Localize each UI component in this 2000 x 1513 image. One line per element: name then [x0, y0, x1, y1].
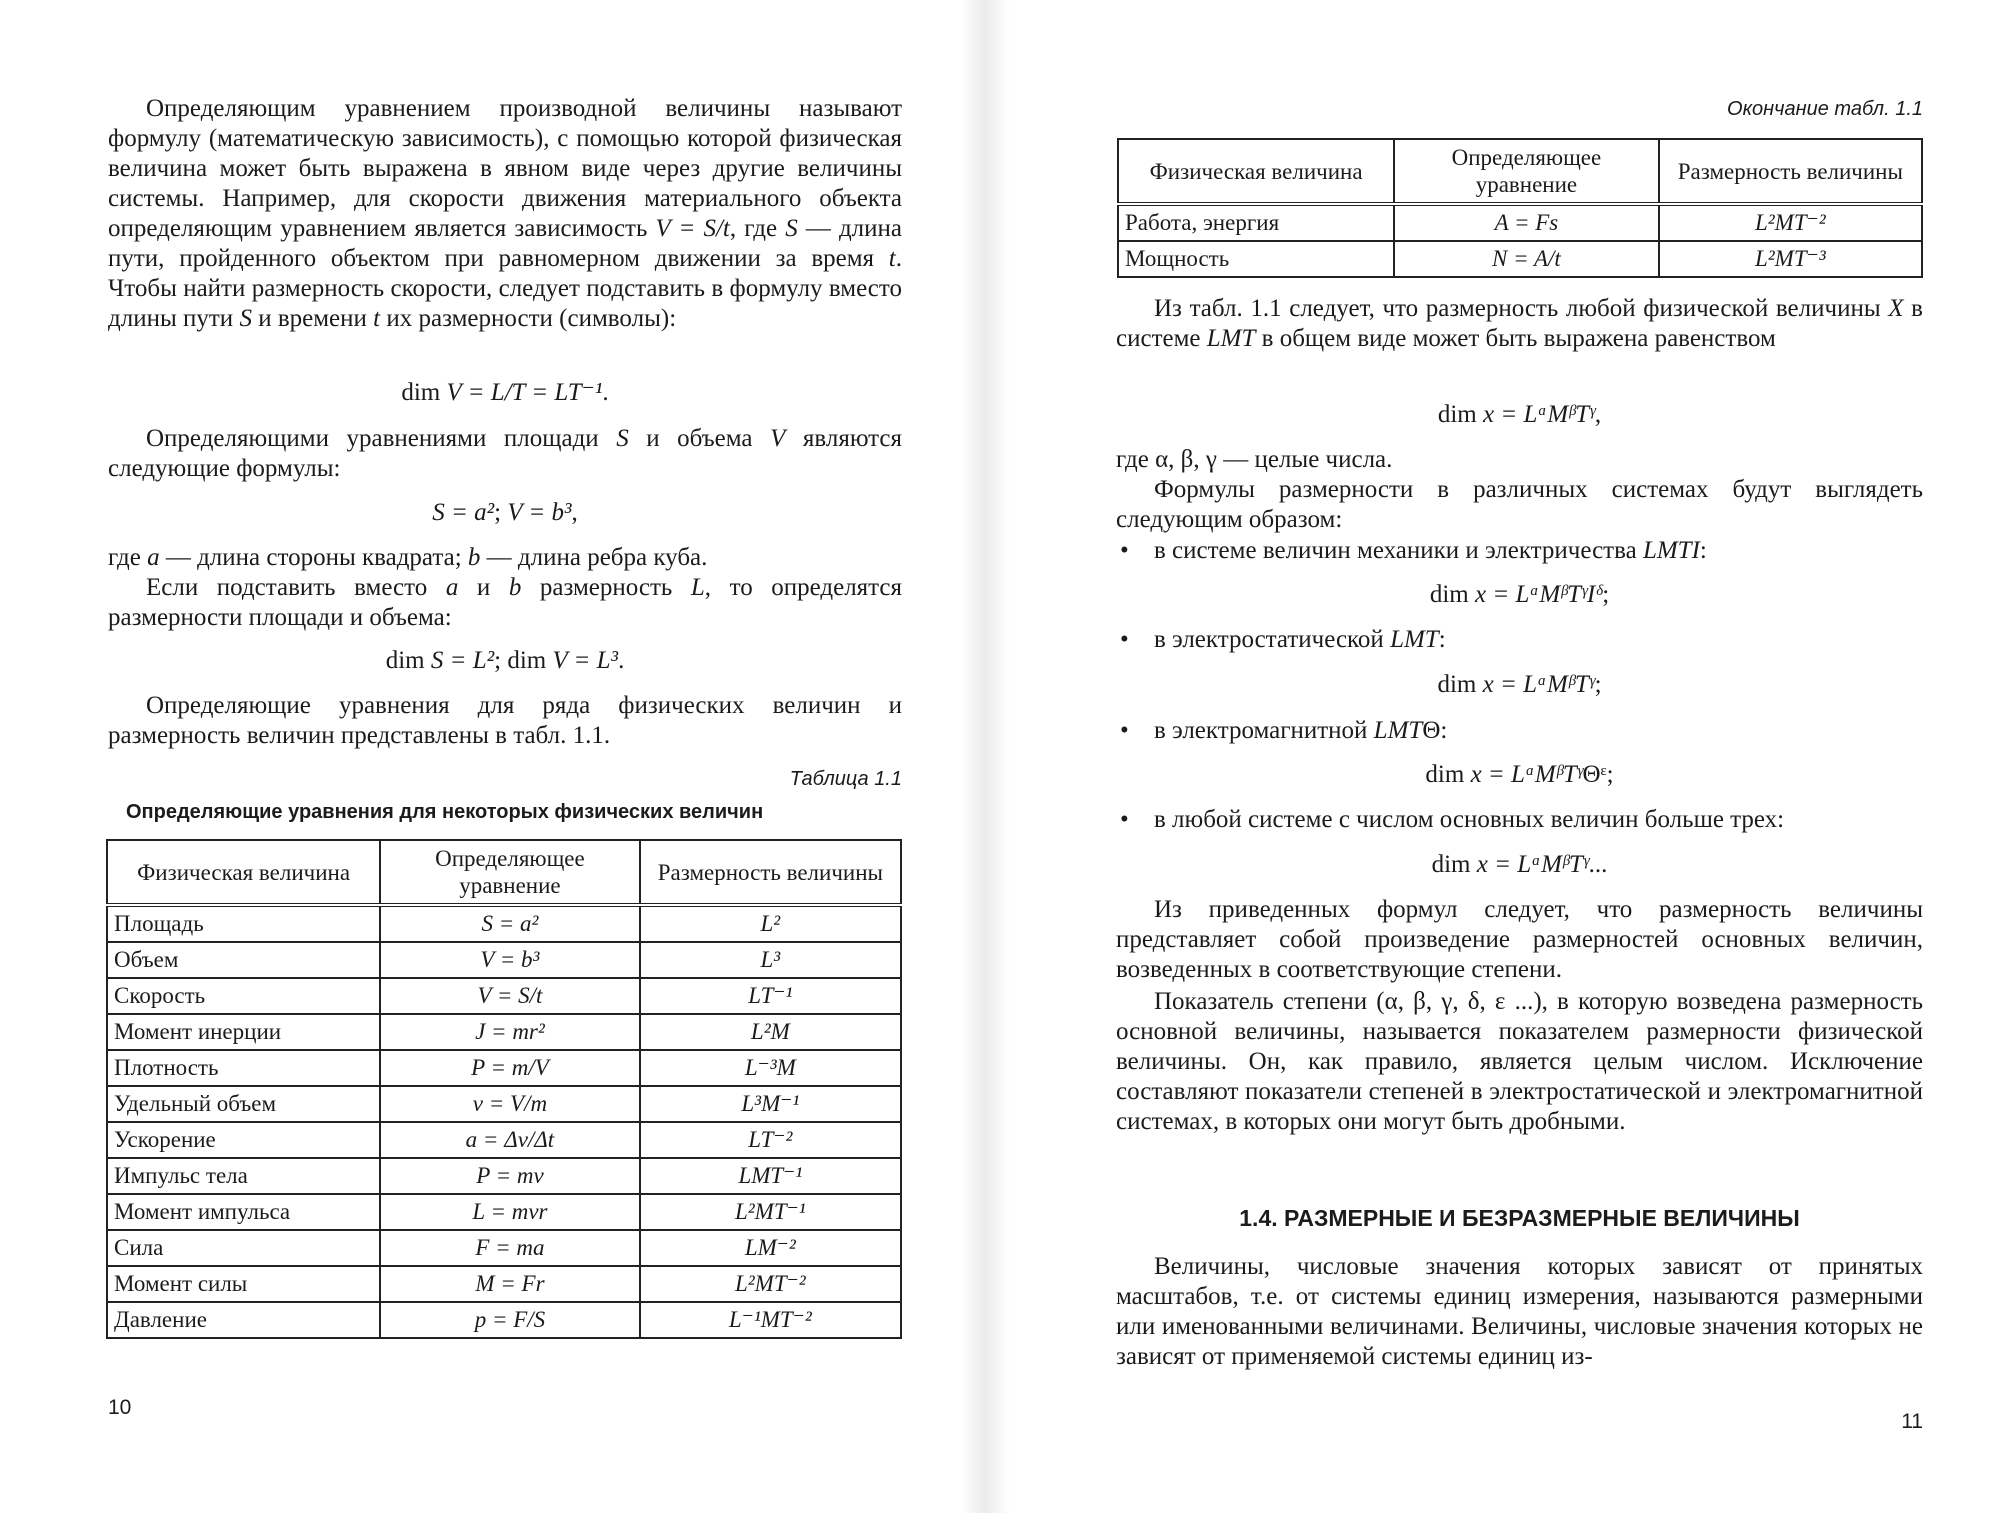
equation-cell: L = mvr — [380, 1194, 639, 1230]
quantity-cell: Мощность — [1118, 241, 1394, 277]
math-variable: b — [508, 574, 522, 601]
math-variable: L — [690, 574, 705, 601]
bullet-item: • в любой системе с числом основных величин больше трех: — [1116, 805, 1923, 835]
math-variable: V = L/T = LT⁻¹ — [446, 379, 603, 406]
equation-cell: F = ma — [380, 1230, 639, 1266]
dimension-cell: L⁻¹MT⁻² — [640, 1302, 901, 1338]
page-number: 10 — [108, 1396, 132, 1419]
math-variable: LMT — [1390, 626, 1439, 653]
math-variable: S — [785, 215, 798, 242]
quantity-cell: Плотность — [107, 1050, 380, 1086]
equation-cell: p = F/S — [380, 1302, 639, 1338]
paragraph: Определяющим уравнением производной величины называют формулу (математическую зависимость), с помощью которой физическая величина может быть выражена в явном виде через другие величины системы. Например, для скорости движения материального объекта определяющим уравнением является зависимость V = S/t, где S — длина пути, пройденного объектом при равномерном движении за время t. Чтобы найти размерность скорости, следует подставить в формулу вместо длины пути S и времени t их размерности (символы): — [108, 95, 902, 332]
math-variable: S = a² — [432, 499, 495, 526]
math-variable: LMT — [1206, 325, 1256, 352]
quantity-cell: Объем — [107, 942, 380, 978]
column-header: Физическая величина — [107, 840, 380, 905]
math-variable: b — [467, 544, 481, 571]
paragraph: Формулы размерности в различных системах будут выглядеть следующим образом: — [1116, 476, 1923, 533]
quantity-cell: Удельный объем — [107, 1086, 380, 1122]
formula: S = a²; V = b³, — [432, 499, 578, 526]
math-variable: x = LᵅMᵝTᵞ — [1482, 671, 1595, 698]
quantity-cell: Момент инерции — [107, 1014, 380, 1050]
right-page — [1116, 0, 1923, 1513]
dimension-cell: L²MT⁻¹ — [640, 1194, 901, 1230]
equation-cell: P = mv — [380, 1158, 639, 1194]
column-header: Размерность величины — [1659, 139, 1922, 204]
table-row — [107, 1266, 901, 1302]
math-variable: x = LᵅMᵝTᵞIᵟ — [1474, 581, 1603, 608]
math-variable: LMT — [1373, 717, 1423, 744]
quantity-cell: Площадь — [107, 905, 380, 942]
formula: dim x = LᵅMᵝTᵞΘᵋ; — [1425, 761, 1614, 788]
table-row — [107, 1194, 901, 1230]
math-variable: x = LᵅMᵝTᵞ — [1476, 851, 1589, 878]
quantity-cell: Давление — [107, 1302, 380, 1338]
table-row — [107, 1158, 901, 1194]
formula: dim x = LᵅMᵝTᵞ... — [1431, 851, 1608, 878]
dimension-cell: LM⁻² — [640, 1230, 901, 1266]
dimension-cell: L²MT⁻² — [640, 1266, 901, 1302]
definitions-table-continued — [1117, 138, 1923, 278]
math-variable: LMTI — [1642, 537, 1700, 564]
table-row — [107, 978, 901, 1014]
equation-cell: N = A/t — [1394, 241, 1658, 277]
math-variable: S — [616, 425, 629, 452]
equation-cell: V = S/t — [380, 978, 639, 1014]
dimension-cell: L²MT⁻³ — [1659, 241, 1922, 277]
table-row — [107, 1050, 901, 1086]
math-variable: t — [888, 245, 896, 272]
equation-cell: V = b³ — [380, 942, 639, 978]
math-variable: S — [239, 305, 252, 332]
left-page — [108, 0, 902, 1513]
dimension-cell: L²MT⁻² — [1659, 204, 1922, 241]
table-row — [107, 1086, 901, 1122]
equation-cell: J = mr² — [380, 1014, 639, 1050]
dimension-cell: L²M — [640, 1014, 901, 1050]
formula: dim x = LᵅMᵝTᵞ, — [1437, 401, 1602, 428]
quantity-cell: Сила — [107, 1230, 380, 1266]
equation-cell: S = a² — [380, 905, 639, 942]
table-header-row — [107, 840, 901, 905]
formula: dim S = L²; dim V = L³. — [385, 647, 625, 674]
dimension-cell: L⁻³M — [640, 1050, 901, 1086]
math-variable: x = LᵅMᵝTᵞ — [1470, 761, 1583, 788]
math-variable: a — [147, 544, 160, 571]
equation-cell: M = Fr — [380, 1266, 639, 1302]
dimension-cell: LMT⁻¹ — [640, 1158, 901, 1194]
page-number: 11 — [1901, 1410, 1923, 1433]
math-variable: V — [770, 425, 786, 452]
dimension-cell: L³ — [640, 942, 901, 978]
formula: dim x = LᵅMᵝTᵞIᵟ; — [1429, 581, 1610, 608]
table-title: Определяющие уравнения для некоторых физических величин — [126, 801, 764, 823]
table-row — [107, 1122, 901, 1158]
paragraph: Величины, числовые значения которых зависят от принятых масштабов, т.е. от системы единиц измерения, называются размерными или именованными величинами. Величины, числовые значения которых не зависят от применяемой системы единиц из- — [1116, 1253, 1923, 1370]
dimension-cell: L³M⁻¹ — [640, 1086, 901, 1122]
book-gutter — [960, 0, 1010, 1513]
bullet-item: • в электромагнитной LMTΘ: — [1116, 716, 1923, 746]
paragraph: Если подставить вместо a и b размерность L, то определятся размерности площади и объема: — [108, 574, 903, 631]
equation-cell: a = Δv/Δt — [380, 1122, 639, 1158]
bullet-item: • в электростатической LMT: — [1116, 625, 1923, 655]
paragraph: Из табл. 1.1 следует, что размерность любой физической величины X в системе LMT в общем виде может быть выражена равенством — [1116, 295, 1923, 352]
paragraph: где a — длина стороны квадрата; b — длина ребра куба. — [108, 544, 708, 571]
table-caption: Таблица 1.1 — [789, 768, 902, 790]
table-caption: Окончание табл. 1.1 — [1727, 98, 1923, 120]
math-variable: t — [373, 305, 381, 332]
formula: dim x = LᵅMᵝTᵞ; — [1437, 671, 1602, 698]
math-variable: V = L³ — [552, 647, 619, 674]
column-header: Размерность величины — [640, 840, 901, 905]
table-row — [107, 1302, 901, 1338]
math-variable: a — [445, 574, 459, 601]
equation-cell: v = V/m — [380, 1086, 639, 1122]
quantity-cell: Момент силы — [107, 1266, 380, 1302]
column-header: Физическая величина — [1118, 139, 1394, 204]
table-row — [107, 1230, 901, 1266]
column-header: Определяющее уравнение — [1394, 139, 1658, 204]
dimension-cell: LT⁻² — [640, 1122, 901, 1158]
paragraph: Из приведенных формул следует, что размерность величины представляет собой произведение размерностей основных величин, возведенных в соответствующие степени. — [1116, 896, 1923, 983]
quantity-cell: Скорость — [107, 978, 380, 1014]
paragraph: Показатель степени (α, β, γ, δ, ε ...), в которую возведена размерность основной величины, называется показателем размерности физической величины. Он, как правило, является целым числом. Исключение составляют показатели степеней в электростатической и электромагнитной системах, в которых они могут быть дробными. — [1116, 988, 1923, 1135]
equation-cell: P = m/V — [380, 1050, 639, 1086]
bullet-item: • в системе величин механики и электричества LMTI: — [1116, 536, 1923, 566]
quantity-cell: Работа, энергия — [1118, 204, 1394, 241]
column-header: Определяющее уравнение — [380, 840, 639, 905]
dimension-cell: L² — [640, 905, 901, 942]
quantity-cell: Ускорение — [107, 1122, 380, 1158]
math-variable: V = S/t — [655, 215, 730, 242]
table-row — [1118, 204, 1922, 241]
formula: dim V = L/T = LT⁻¹. — [401, 379, 609, 406]
math-variable: S = L² — [430, 647, 495, 674]
dimension-cell: LT⁻¹ — [640, 978, 901, 1014]
table-header-row — [1118, 139, 1922, 204]
math-variable: x = LᵅMᵝTᵞ — [1482, 401, 1595, 428]
quantity-cell: Импульс тела — [107, 1158, 380, 1194]
table-row — [107, 905, 901, 942]
table-row — [107, 942, 901, 978]
paragraph: Определяющими уравнениями площади S и объема V являются следующие формулы: — [108, 425, 902, 482]
section-heading: 1.4. РАЗМЕРНЫЕ И БЕЗРАЗМЕРНЫЕ ВЕЛИЧИНЫ — [1239, 1205, 1800, 1231]
quantity-cell: Момент импульса — [107, 1194, 380, 1230]
paragraph: где α, β, γ — целые числа. — [1116, 446, 1393, 473]
definitions-table — [106, 839, 902, 1339]
math-variable: X — [1888, 295, 1904, 322]
table-row — [107, 1014, 901, 1050]
table-row — [1118, 241, 1922, 277]
paragraph: Определяющие уравнения для ряда физических величин и размерность величин представлены в табл. 1.1. — [108, 692, 902, 749]
math-variable: V = b³ — [507, 499, 572, 526]
equation-cell: A = Fs — [1394, 204, 1658, 241]
